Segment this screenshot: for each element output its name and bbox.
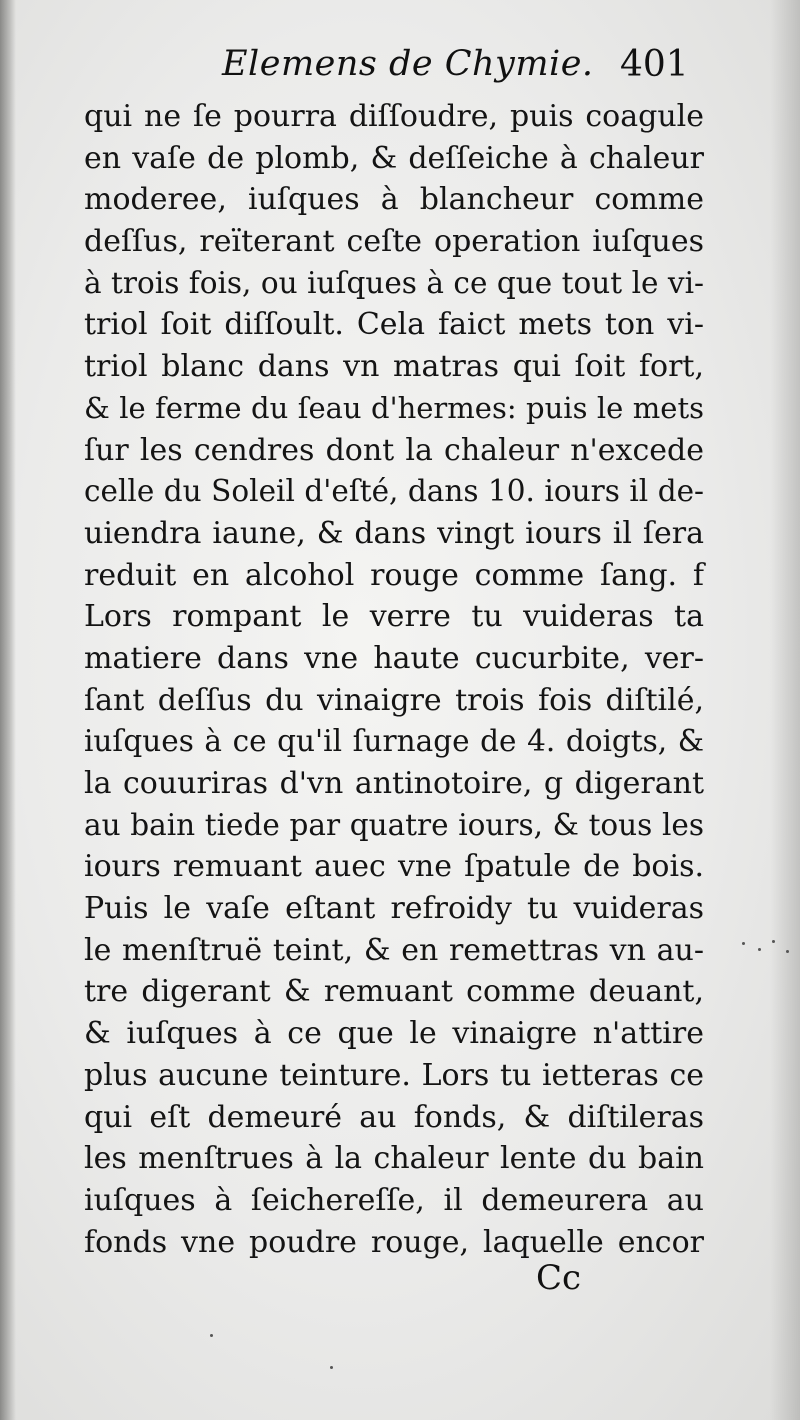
text-line: reduit en alcohol rouge comme ſang. f: [84, 557, 704, 593]
text-line: les menſtrues à la chaleur lente du bain: [84, 1141, 704, 1177]
text-line: plus aucune teinture. Lors tu ietteras ce: [84, 1057, 704, 1093]
body-text: [84, 96, 704, 1263]
text-line: tre digerant & remuant comme deuant,: [84, 974, 704, 1010]
text-line: iuſques à ſeichereſſe, il demeurera au: [84, 1182, 704, 1218]
text-line: triol blanc dans vn matras qui ſoit fort,: [84, 349, 704, 385]
text-line: deſſus, reïterant ceſte operation iuſques: [84, 224, 704, 260]
text-line: le menſtruë teint, & en remettras vn au-: [84, 932, 704, 968]
text-line: fonds vne poudre rouge, laquelle encor: [84, 1224, 704, 1260]
text-line: la couuriras d'vn antinotoire, g digerant: [84, 766, 704, 801]
ink-speck: [772, 940, 775, 943]
text-line: matiere dans vne haute cucurbite, ver-: [84, 640, 704, 676]
ink-speck: [758, 948, 761, 951]
text-line: & iuſques à ce que le vinaigre n'attire: [84, 1016, 704, 1052]
text-line: qui eſt demeuré au fonds, & diſtileras: [84, 1099, 704, 1135]
text-line: moderee, iuſques à blancheur comme: [84, 182, 704, 218]
text-line: celle du Soleil d'eſté, dans 10. iours il de-: [84, 474, 704, 509]
ink-speck: [786, 950, 789, 953]
page-gutter-edge: [0, 0, 16, 1420]
text-line: iuſques à ce qu'il ſurnage de 4. doigts, &: [84, 724, 704, 759]
text-line: à trois fois, ou iuſques à ce que tout le vi-: [84, 265, 704, 300]
ink-speck: [330, 1366, 333, 1369]
text-line: iours remuant auec vne ſpatule de bois.: [84, 849, 704, 885]
ink-speck: [210, 1334, 213, 1337]
text-line: ſur les cendres dont la chaleur n'excede: [84, 432, 704, 468]
text-line: en vaſe de plomb, & deſſeiche à chaleur: [84, 140, 704, 176]
text-line: uiendra iaune, & dans vingt iours il ſera: [84, 515, 704, 551]
page-number: 401: [620, 44, 689, 85]
text-line: au bain tiede par quatre iours, & tous les: [84, 807, 704, 842]
page-header: [222, 44, 702, 96]
text-line: qui ne ſe pourra diſſoudre, puis coagule: [84, 99, 704, 134]
running-title: Elemens de Chymie.: [222, 44, 594, 84]
text-line: & le ferme du ſeau d'hermes: puis le mets: [84, 390, 704, 425]
ink-speck: [742, 942, 745, 945]
signature-mark: Cc: [536, 1258, 582, 1298]
text-line: Puis le vaſe eſtant refroidy tu vuideras: [84, 891, 704, 927]
text-line: Lors rompant le verre tu vuideras ta: [84, 599, 704, 635]
page-right-shadow: [770, 0, 800, 1420]
text-line: ſant deſſus du vinaigre trois fois diſtilé,: [84, 682, 704, 718]
text-line: triol ſoit diſſoult. Cela faict mets ton vi-: [84, 307, 704, 343]
